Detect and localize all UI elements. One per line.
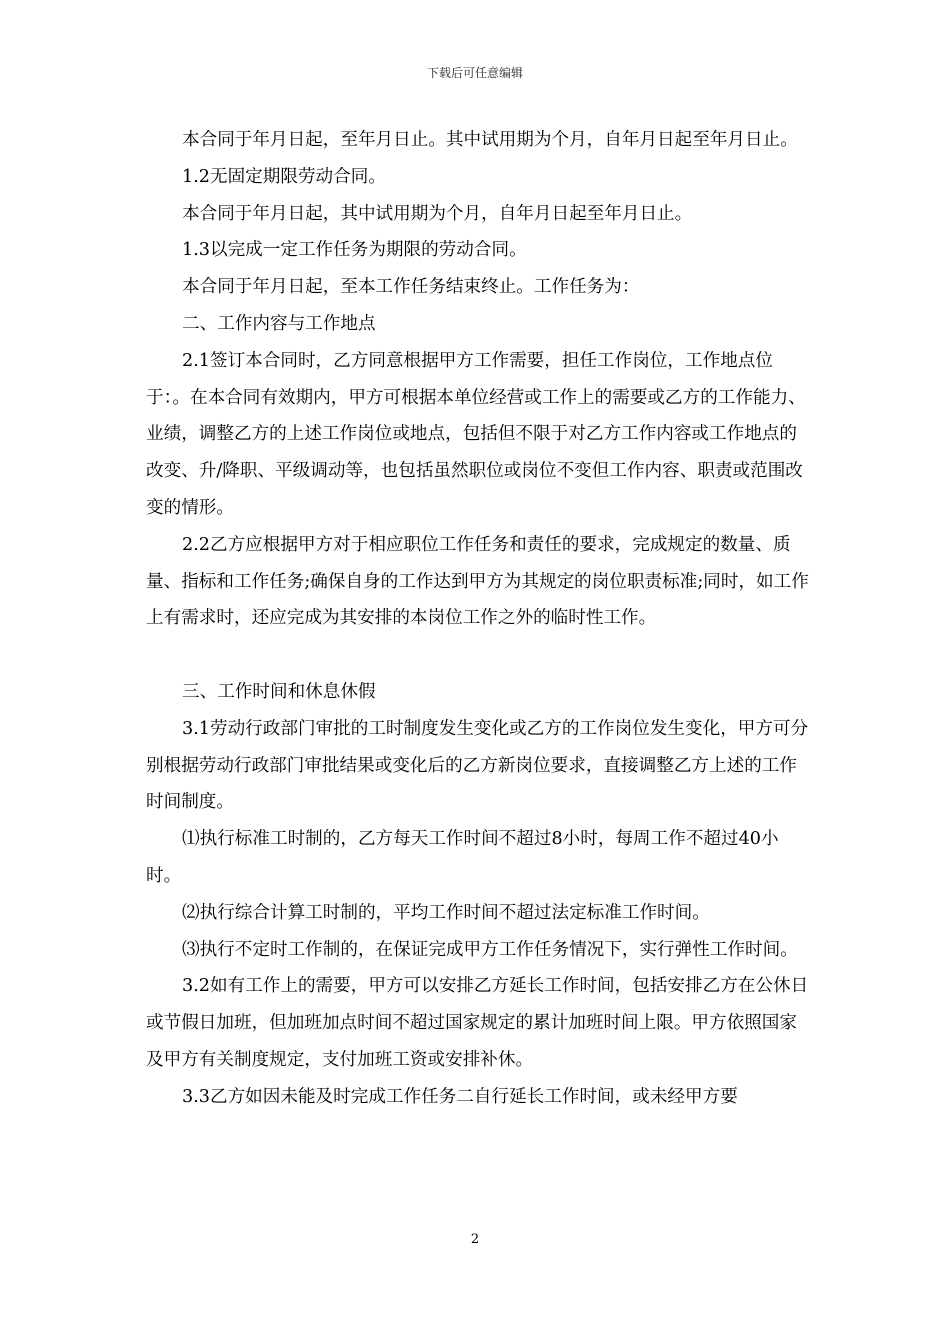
paragraph: 本合同于年月日起，至本工作任务结束终止。工作任务为：: [182, 277, 640, 298]
paragraph: ⑶执行不定时工作制的，在保证完成甲方工作任务情况下，实行弹性工作时间。: [182, 939, 798, 960]
section-heading: 二、工作内容与工作地点: [182, 313, 376, 334]
paragraph: ⑵执行综合计算工时制的，平均工作时间不超过法定标准工作时间。: [182, 902, 710, 923]
paragraph: 2.1签订本合同时，乙方同意根据甲方工作需要，担任工作岗位，工作地点位于：。在本合同有效期内，甲方可根据本单位经营或工作上的需要或乙方的工作能力、业绩，调整乙方的上述工作岗位或地点，包括但不限于对乙方工作内容或工作地点的改变、升/降职、平级调动等，也包括虽然职位或岗位不变但工作内容、职责或范围改变的情形。: [146, 350, 806, 518]
page-number: 2: [470, 1232, 480, 1247]
paragraph: 3.2如有工作上的需要，甲方可以安排乙方延长工作时间，包括安排乙方在公休日或节假日加班，但加班加点时间不超过国家规定的累计加班时间上限。甲方依照国家及甲方有关制度规定，支付加班工资或安排补休。: [146, 976, 809, 1070]
document-body: [146, 122, 810, 1116]
paragraph: 3.3乙方如因未能及时完成工作任务二自行延长工作时间，或未经甲方要: [182, 1086, 738, 1107]
paragraph: 2.2乙方应根据甲方对于相应职位工作任务和责任的要求，完成规定的数量、质量、指标和工作任务;确保自身的工作达到甲方为其规定的岗位职责标准;同时，如工作上有需求时，还应完成为其安排的本岗位工作之外的临时性工作。: [146, 534, 809, 629]
paragraph: 1.2无固定期限劳动合同。: [182, 166, 386, 187]
paragraph: 本合同于年月日起，其中试用期为个月，自年月日起至年月日止。: [182, 203, 693, 224]
paragraph: 1.3以完成一定工作任务为期限的劳动合同。: [182, 240, 527, 261]
paragraph: ⑴执行标准工时制的，乙方每天工作时间不超过8小时，每周工作不超过40小时。: [146, 829, 779, 886]
section-heading: 三、工作时间和休息休假: [182, 681, 376, 702]
paragraph: 本合同于年月日起，至年月日止。其中试用期为个月，自年月日起至年月日止。: [182, 130, 798, 150]
paragraph: 3.1劳动行政部门审批的工时制度发生变化或乙方的工作岗位发生变化，甲方可分别根据劳动行政部门审批结果或变化后的乙方新岗位要求，直接调整乙方上述的工作时间制度。: [146, 718, 809, 813]
page-header: 下载后可任意编辑: [426, 66, 523, 80]
blank-line: [146, 637, 810, 674]
